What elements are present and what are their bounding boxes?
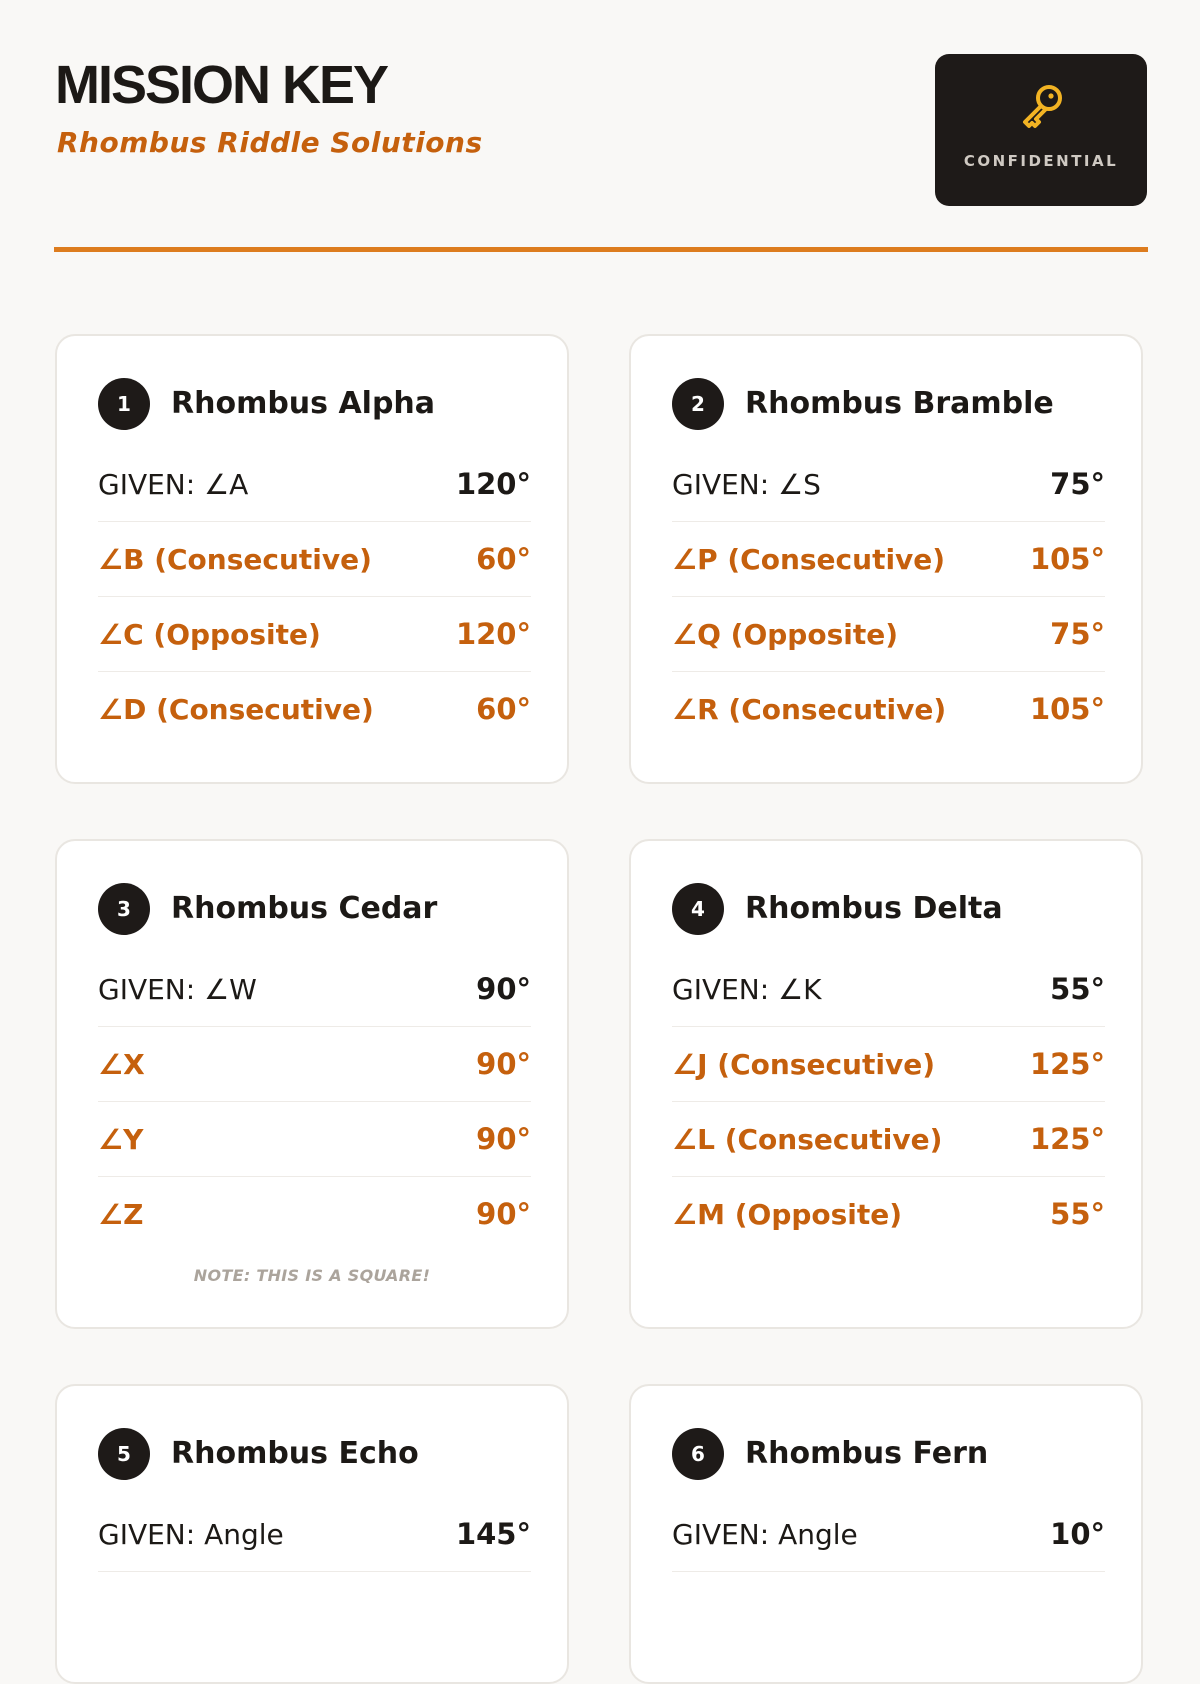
- solved-angle-row: [98, 672, 531, 747]
- given-angle-row: [98, 952, 531, 1027]
- card-number-badge: 1: [98, 378, 150, 430]
- angle-value: 120°: [455, 617, 531, 651]
- card-number-badge: 4: [672, 883, 724, 935]
- solution-card: [55, 334, 569, 784]
- angle-label: ∠D (Consecutive): [98, 693, 374, 726]
- solution-card: [629, 334, 1143, 784]
- solution-card: [629, 1384, 1143, 1684]
- angle-label: ∠Q (Opposite): [672, 618, 899, 651]
- angle-label: ∠R (Consecutive): [672, 693, 947, 726]
- card-number-badge: 5: [98, 1428, 150, 1480]
- card-title: Rhombus Delta: [745, 891, 1003, 926]
- angle-value: 125°: [1029, 1047, 1105, 1081]
- angle-label: GIVEN: ∠A: [98, 468, 249, 501]
- angle-value: 60°: [476, 542, 531, 576]
- solved-angle-row: [98, 522, 531, 597]
- angle-label: ∠X: [98, 1048, 145, 1081]
- given-angle-row: [98, 1497, 531, 1572]
- card-title: Rhombus Echo: [171, 1436, 419, 1471]
- solved-angle-row: [672, 1102, 1105, 1177]
- solution-card: [629, 839, 1143, 1329]
- card-title: Rhombus Cedar: [171, 891, 438, 926]
- angle-label: ∠P (Consecutive): [672, 543, 946, 576]
- angle-label: ∠Y: [98, 1123, 144, 1156]
- angle-value: 145°: [455, 1517, 531, 1551]
- card-title: Rhombus Alpha: [171, 386, 436, 421]
- angle-value: 125°: [1029, 1122, 1105, 1156]
- angle-value: 90°: [476, 1197, 531, 1231]
- angle-value: 55°: [1050, 972, 1105, 1006]
- given-angle-row: [98, 447, 531, 522]
- solved-angle-row: [98, 1102, 531, 1177]
- angle-value: 105°: [1029, 542, 1105, 576]
- solution-card: [55, 1384, 569, 1684]
- angle-label: GIVEN: ∠S: [672, 468, 821, 501]
- confidential-badge: [935, 54, 1147, 206]
- key-icon: [1017, 80, 1067, 130]
- angle-label: ∠B (Consecutive): [98, 543, 372, 576]
- angle-value: 90°: [476, 1122, 531, 1156]
- angle-value: 120°: [455, 467, 531, 501]
- solved-angle-row: [672, 597, 1105, 672]
- given-angle-row: [672, 952, 1105, 1027]
- angle-value: 10°: [1050, 1517, 1105, 1551]
- angle-value: 75°: [1050, 467, 1105, 501]
- card-header: [98, 883, 538, 935]
- card-title: Rhombus Bramble: [745, 386, 1054, 421]
- page-title: MISSION KEY: [55, 55, 388, 115]
- angle-label: ∠C (Opposite): [98, 618, 321, 651]
- angle-label: ∠J (Consecutive): [672, 1048, 935, 1081]
- solved-angle-row: [672, 672, 1105, 747]
- card-header: [672, 378, 1112, 430]
- page-header: [55, 54, 1147, 208]
- given-angle-row: [672, 447, 1105, 522]
- angle-label: ∠M (Opposite): [672, 1198, 903, 1231]
- badge-label: CONFIDENTIAL: [963, 152, 1119, 170]
- header-divider: [54, 247, 1148, 252]
- card-header: [98, 378, 538, 430]
- solution-card: [55, 839, 569, 1329]
- angle-label: GIVEN: Angle: [98, 1518, 284, 1551]
- angle-label: GIVEN: ∠W: [98, 973, 257, 1006]
- card-note: NOTE: THIS IS A SQUARE!: [193, 1266, 431, 1285]
- solved-angle-row: [672, 522, 1105, 597]
- angle-value: 55°: [1050, 1197, 1105, 1231]
- angle-label: GIVEN: Angle: [672, 1518, 858, 1551]
- solved-angle-row: [672, 1177, 1105, 1252]
- solved-angle-row: [98, 1177, 531, 1252]
- angle-label: ∠L (Consecutive): [672, 1123, 943, 1156]
- angle-label: ∠Z: [98, 1198, 144, 1231]
- card-header: [672, 1428, 1112, 1480]
- solved-angle-row: [98, 597, 531, 672]
- card-title: Rhombus Fern: [745, 1436, 989, 1471]
- card-number-badge: 3: [98, 883, 150, 935]
- card-number-badge: 2: [672, 378, 724, 430]
- angle-value: 60°: [476, 692, 531, 726]
- card-header: [98, 1428, 538, 1480]
- angle-value: 75°: [1050, 617, 1105, 651]
- solved-angle-row: [672, 1027, 1105, 1102]
- page-subtitle: Rhombus Riddle Solutions: [57, 126, 483, 159]
- solved-angle-row: [98, 1027, 531, 1102]
- angle-value: 90°: [476, 1047, 531, 1081]
- angle-value: 90°: [476, 972, 531, 1006]
- card-header: [672, 883, 1112, 935]
- angle-value: 105°: [1029, 692, 1105, 726]
- angle-label: GIVEN: ∠K: [672, 973, 822, 1006]
- given-angle-row: [672, 1497, 1105, 1572]
- card-number-badge: 6: [672, 1428, 724, 1480]
